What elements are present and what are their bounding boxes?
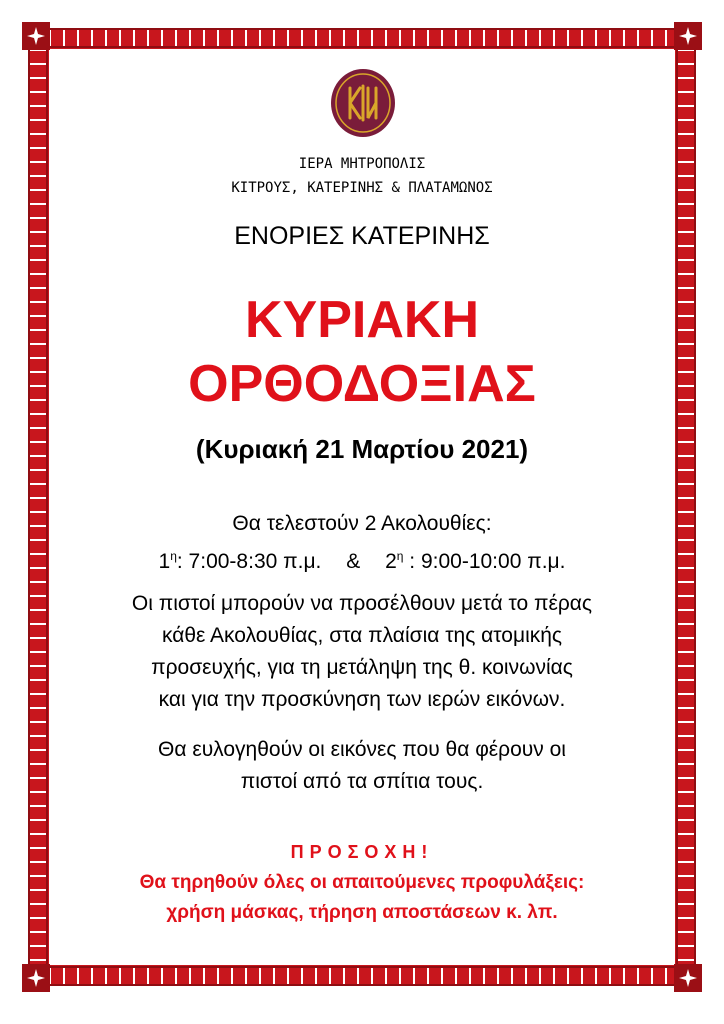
- second-service-ordinal: η: [396, 549, 404, 563]
- event-date: (Κυριακή 21 Μαρτίου 2021): [195, 434, 529, 464]
- metropolis-name: [60, 152, 664, 200]
- metropolis-line-1: ΙΕΡΑ ΜΗΤΡΟΠΟΛΙΣ: [298, 156, 426, 172]
- border-top: [28, 28, 696, 48]
- second-service-number: 2: [385, 550, 397, 573]
- paragraph-line: κάθε Ακολουθίας, στα πλαίσια της ατομικής: [161, 624, 563, 647]
- paragraph-line: και για την προσκύνηση των ιερών εικόνων.: [158, 688, 566, 711]
- corner-ornament-icon: [22, 22, 50, 50]
- second-service-time: : 9:00-10:00 π.μ.: [403, 550, 566, 573]
- main-title: [60, 288, 664, 416]
- paragraph-line: πιστοί από τα σπίτια τους.: [240, 770, 484, 793]
- corner-ornament-icon: [674, 22, 702, 50]
- title-line-1: ΚΥΡΙΑΚΗ: [244, 291, 480, 349]
- first-service-number: 1: [158, 550, 171, 573]
- corner-ornament-icon: [674, 964, 702, 992]
- parishes-heading: ΕΝΟΡΙΕΣ ΚΑΤΕΡΙΝΗΣ: [234, 222, 490, 250]
- paragraph-line: προσευχής, για τη μετάληψη της θ. κοινωνίας: [151, 656, 573, 679]
- communion-paragraph: [60, 588, 664, 716]
- first-service-ordinal: η: [170, 549, 177, 563]
- border-bottom: [28, 966, 696, 986]
- icons-blessing-paragraph: [60, 734, 664, 798]
- flyer-content: [60, 60, 664, 960]
- precautions-line-1: Θα τηρηθούν όλες οι απαιτούμενες προφυλάξεις:: [139, 872, 585, 893]
- paragraph-line: Οι πιστοί μπορούν να προσέλθουν μετά το πέρας: [131, 592, 593, 615]
- services-schedule: [60, 508, 664, 578]
- first-service-time: : 7:00-8:30 π.μ.: [176, 550, 322, 573]
- attention-heading: ΠΡΟΣΟΧΗ!: [290, 842, 434, 862]
- border-right: [676, 28, 696, 986]
- title-line-2: ΟΡΘΟΔΟΞΙΑΣ: [188, 355, 536, 413]
- corner-ornament-icon: [22, 964, 50, 992]
- metropolis-line-2: ΚΙΤΡΟΥΣ, ΚΑΤΕΡΙΝΗΣ & ΠΛΑΤΑΜΩΝΟΣ: [231, 180, 493, 196]
- metropolis-seal-icon: [330, 68, 396, 138]
- precautions-notice: [60, 868, 664, 928]
- paragraph-line: Θα ευλογηθούν οι εικόνες που θα φέρουν οι: [158, 738, 566, 761]
- precautions-line-2: χρήση μάσκας, τήρηση αποστάσεων κ. λπ.: [166, 902, 558, 923]
- services-intro: Θα τελεστούν 2 Ακολουθίες:: [232, 512, 492, 535]
- services-ampersand: &: [346, 550, 361, 573]
- services-times: [60, 540, 664, 578]
- border-left: [28, 28, 48, 986]
